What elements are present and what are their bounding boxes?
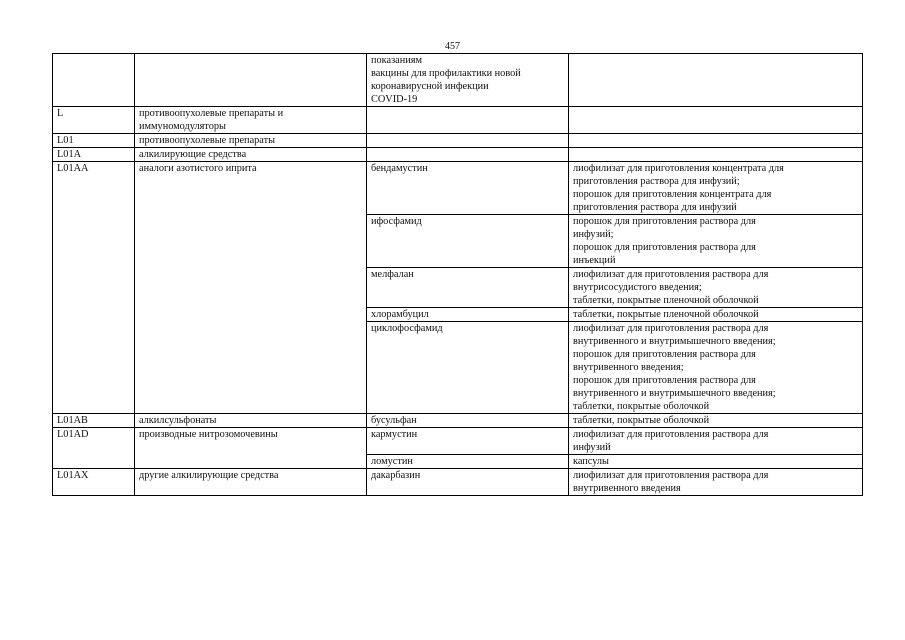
cell-text: COVID-19	[371, 94, 418, 105]
group-name-cell	[135, 134, 367, 148]
cell-text: ломустин	[371, 456, 413, 467]
dosage-form-cell	[569, 322, 863, 414]
atc-code-cell	[53, 428, 135, 469]
page-number: 457	[445, 41, 460, 52]
cell-text: бусульфан	[371, 415, 417, 426]
cell-text: внутривенного и внутримышечного введения;	[573, 336, 776, 347]
cell-text: порошок для приготовления раствора для	[573, 216, 756, 227]
drug-name-cell	[367, 322, 569, 414]
dosage-form-cell	[569, 162, 863, 215]
cell-text: таблетки, покрытые оболочкой	[573, 415, 710, 426]
cell-text: другие алкилирующие средства	[139, 470, 279, 481]
table-row	[53, 162, 863, 215]
drug-name-cell	[367, 107, 569, 134]
cell-text: противоопухолевые препараты	[139, 135, 276, 146]
cell-text: кармустин	[371, 429, 418, 440]
cell-text: инъекций	[573, 255, 616, 266]
drug-name-cell	[367, 428, 569, 455]
cell-text: L01AX	[57, 470, 89, 481]
cell-text: бендамустин	[371, 163, 428, 174]
cell-text: L01AA	[57, 163, 89, 174]
cell-text: инфузий;	[573, 229, 614, 240]
drug-name-cell	[367, 162, 569, 215]
cell-text: L01AB	[57, 415, 88, 426]
group-name-cell	[135, 148, 367, 162]
cell-text: ифосфамид	[371, 216, 422, 227]
cell-text: порошок для приготовления раствора для	[573, 242, 756, 253]
group-name-cell	[135, 469, 367, 496]
cell-text: иммуномодуляторы	[139, 121, 226, 132]
cell-text: инфузий	[573, 442, 611, 453]
dosage-form-cell	[569, 134, 863, 148]
cell-text: L01AD	[57, 429, 89, 440]
cell-text: порошок для приготовления раствора для	[573, 375, 756, 386]
dosage-form-cell	[569, 428, 863, 455]
drug-name-cell	[367, 54, 569, 107]
group-name-cell	[135, 414, 367, 428]
cell-text: показаниям	[371, 55, 422, 66]
cell-text: L01A	[57, 149, 82, 160]
table-row	[53, 107, 863, 134]
cell-text: производные нитрозомочевины	[139, 429, 278, 440]
drug-name-cell	[367, 414, 569, 428]
dosage-form-cell	[569, 308, 863, 322]
cell-text: L01	[57, 135, 74, 146]
cell-text: таблетки, покрытые оболочкой	[573, 401, 710, 412]
atc-code-cell	[53, 162, 135, 414]
group-name-cell	[135, 162, 367, 414]
cell-text: внутривенного введения	[573, 483, 681, 494]
dosage-form-cell	[569, 148, 863, 162]
cell-text: коронавирусной инфекции	[371, 81, 489, 92]
cell-text: приготовления раствора для инфузий	[573, 202, 737, 213]
drug-name-cell	[367, 308, 569, 322]
cell-text: алкилирующие средства	[139, 149, 247, 160]
atc-code-cell	[53, 134, 135, 148]
dosage-form-cell	[569, 414, 863, 428]
dosage-form-cell	[569, 215, 863, 268]
table-row	[53, 428, 863, 455]
group-name-cell	[135, 428, 367, 469]
cell-text: мелфалан	[371, 269, 414, 280]
dosage-form-cell	[569, 268, 863, 308]
drug-name-cell	[367, 455, 569, 469]
atc-code-cell	[53, 469, 135, 496]
atc-code-cell	[53, 107, 135, 134]
cell-text: лиофилизат для приготовления раствора для	[573, 470, 769, 481]
dosage-form-cell	[569, 107, 863, 134]
drug-table	[52, 53, 863, 496]
atc-code-cell	[53, 54, 135, 107]
dosage-form-cell	[569, 455, 863, 469]
dosage-form-cell	[569, 469, 863, 496]
drug-name-cell	[367, 148, 569, 162]
cell-text: порошок для приготовления раствора для	[573, 349, 756, 360]
atc-code-cell	[53, 148, 135, 162]
table-row	[53, 134, 863, 148]
cell-text: дакарбазин	[371, 470, 421, 481]
cell-text: внутривенного и внутримышечного введения;	[573, 388, 776, 399]
cell-text: внутривенного введения;	[573, 362, 684, 373]
cell-text: таблетки, покрытые пленочной оболочкой	[573, 309, 759, 320]
drug-name-cell	[367, 469, 569, 496]
table-row	[53, 469, 863, 496]
table-row	[53, 148, 863, 162]
cell-text: аналоги азотистого иприта	[139, 163, 257, 174]
group-name-cell	[135, 107, 367, 134]
cell-text: внутрисосудистого введения;	[573, 282, 702, 293]
table-row	[53, 414, 863, 428]
drug-name-cell	[367, 268, 569, 308]
cell-text: циклофосфамид	[371, 323, 443, 334]
group-name-cell	[135, 54, 367, 107]
table-row	[53, 54, 863, 107]
cell-text: лиофилизат для приготовления концентрата для	[573, 163, 784, 174]
cell-text: капсулы	[573, 456, 609, 467]
cell-text: алкилсульфонаты	[139, 415, 217, 426]
atc-code-cell	[53, 414, 135, 428]
cell-text: лиофилизат для приготовления раствора для	[573, 323, 769, 334]
cell-text: порошок для приготовления концентрата для	[573, 189, 772, 200]
cell-text: лиофилизат для приготовления раствора для	[573, 429, 769, 440]
cell-text: L	[57, 108, 64, 119]
cell-text: хлорамбуцил	[371, 309, 429, 320]
drug-name-cell	[367, 215, 569, 268]
cell-text: вакцины для профилактики новой	[371, 68, 521, 79]
drug-name-cell	[367, 134, 569, 148]
cell-text: таблетки, покрытые пленочной оболочкой	[573, 295, 759, 306]
cell-text: приготовления раствора для инфузий;	[573, 176, 740, 187]
cell-text: лиофилизат для приготовления раствора для	[573, 269, 769, 280]
dosage-form-cell	[569, 54, 863, 107]
cell-text: противоопухолевые препараты и	[139, 108, 284, 119]
